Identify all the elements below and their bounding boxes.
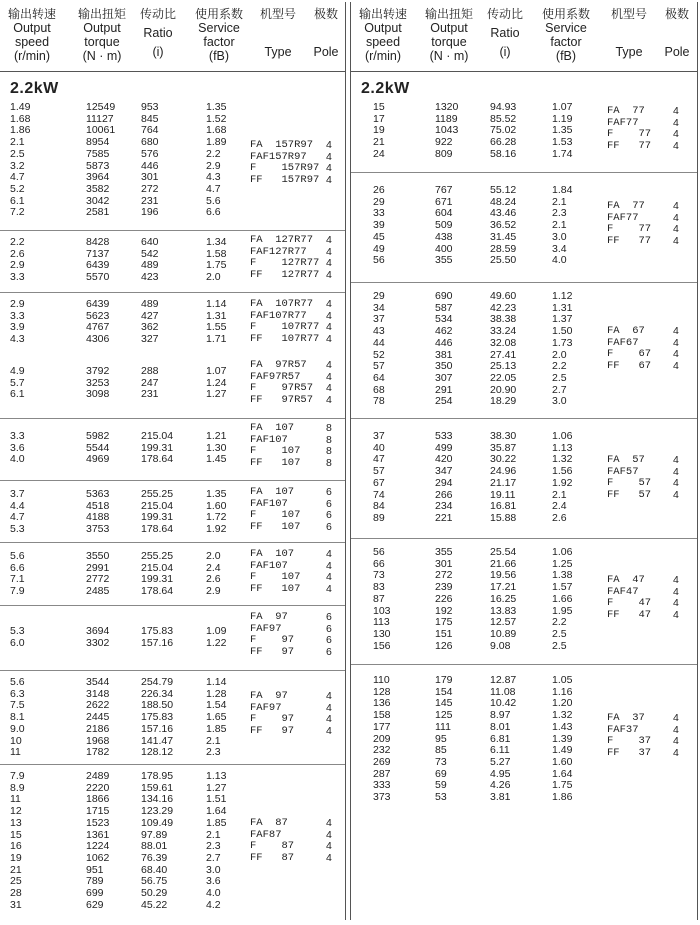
spec-group xyxy=(351,538,697,663)
torque-values: 6439 5623 4767 4306 xyxy=(86,298,110,346)
pole-header: 极数 Pole xyxy=(313,7,339,59)
speed-values: 26 29 33 39 45 49 56 xyxy=(373,184,385,267)
type-values: FA 107 FAF107 F 107 FF 107 xyxy=(250,486,301,534)
speed-values: 1.49 1.68 1.86 2.1 2.5 3.2 4.7 5.2 6.1 7.2 xyxy=(10,101,31,219)
sf-values: 1.35 1.60 1.72 1.92 xyxy=(206,488,227,536)
ratio-header: 传动比 Ratio (i) xyxy=(486,7,523,59)
ratio-values: 254.79 226.34 188.50 175.83 157.16 141.47 128.12 xyxy=(141,676,174,759)
spec-group xyxy=(0,292,345,349)
pole-values: 4 4 4 4 xyxy=(673,454,679,502)
type-values: FA 37 FAF37 F 37 FF 37 xyxy=(607,712,652,760)
ratio-values: 489 427 362 327 xyxy=(141,298,159,346)
spec-group xyxy=(0,100,345,228)
speed-values: 4.9 5.7 6.1 xyxy=(10,365,25,401)
sf-values: 1.09 1.22 xyxy=(206,625,227,649)
torque-values: 767 671 604 509 438 400 355 xyxy=(435,184,453,267)
pole-values: 4 4 4 4 xyxy=(673,200,679,248)
speed-values: 15 17 19 21 24 xyxy=(373,101,385,160)
speed-values: 29 34 37 43 44 52 57 64 68 78 xyxy=(373,290,385,408)
speed-values: 3.3 3.6 4.0 xyxy=(10,430,25,466)
pole-values: 4 4 4 4 xyxy=(326,690,332,738)
torque-values: 3544 3148 2622 2445 2186 1968 1782 xyxy=(86,676,110,759)
speed-values: 2.9 3.3 3.9 4.3 xyxy=(10,298,25,346)
type-values: FA 87 FAF87 F 87 FF 87 xyxy=(250,817,295,865)
spec-group xyxy=(0,230,345,289)
type-values: FA 127R77 FAF127R77 F 127R77 FF 127R77 xyxy=(250,234,320,282)
torque-values: 2489 2220 1866 1715 1523 1361 1224 1062 951 789 699 629 xyxy=(86,770,110,911)
torque-values: 1320 1189 1043 922 809 xyxy=(435,101,459,160)
pole-header: 极数 Pole xyxy=(664,7,690,59)
pole-values: 4 4 4 4 xyxy=(326,359,332,407)
sf-values: 1.05 1.16 1.20 1.32 1.43 1.39 1.49 1.60 1.64 1.75 1.86 xyxy=(552,674,573,804)
left-table xyxy=(0,2,346,920)
pole-values: 4 4 4 4 xyxy=(326,548,332,596)
ratio-values: 94.93 85.52 75.02 66.28 58.16 xyxy=(490,101,517,160)
pole-values: 6 6 6 6 xyxy=(326,611,332,659)
torque-values: 690 587 534 462 446 381 350 307 291 254 xyxy=(435,290,453,408)
ratio-values: 255.25 215.04 199.31 178.64 xyxy=(141,488,174,536)
ratio-values: 215.04 199.31 178.64 xyxy=(141,430,174,466)
pole-values: 4 4 4 4 xyxy=(326,234,332,282)
ratio-values: 49.60 42.23 38.38 33.24 32.08 27.41 25.13 22.05 20.90 18.29 xyxy=(490,290,517,408)
speed-values: 110 128 136 158 177 209 232 269 287 333 373 xyxy=(373,674,391,804)
torque-header: 输出扭矩 Output torque (N · m) xyxy=(77,7,126,63)
sf-values: 1.12 1.31 1.37 1.50 1.73 2.0 2.2 2.5 2.7 3.0 xyxy=(552,290,573,408)
ratio-values: 25.54 21.66 19.56 17.21 16.25 13.83 12.57 10.89 9.08 xyxy=(490,546,517,652)
torque-values: 5363 4518 4188 3753 xyxy=(86,488,110,536)
ratio-values: 12.87 11.08 10.42 8.97 8.01 6.81 6.11 5.27 4.95 4.26 3.81 xyxy=(490,674,517,804)
type-values: FA 157R97 FAF157R97 F 157R97 FF 157R97 xyxy=(250,139,320,187)
sf-values: 1.21 1.30 1.45 xyxy=(206,430,227,466)
speed-values: 5.3 6.0 xyxy=(10,625,25,649)
sf-header: 使用系数 Service factor (fB) xyxy=(541,7,590,63)
type-values: FA 97 FAF97 F 97 FF 97 xyxy=(250,690,295,738)
pole-values: 4 4 4 4 xyxy=(326,817,332,865)
speed-values: 7.9 8.9 11 12 13 15 16 19 21 25 28 31 xyxy=(10,770,25,911)
type-values: FA 97R57 FAF97R57 F 97R57 FF 97R57 xyxy=(250,359,314,407)
pole-values: 4 4 4 4 xyxy=(673,325,679,373)
sf-header: 使用系数 Service factor (fB) xyxy=(194,7,243,63)
torque-values: 355 301 272 239 226 192 175 151 126 xyxy=(435,546,453,652)
spec-group xyxy=(351,282,697,417)
sf-values: 1.06 1.13 1.32 1.56 1.92 2.1 2.4 2.6 xyxy=(552,430,573,524)
ratio-values: 640 542 489 423 xyxy=(141,236,159,284)
type-values: FA 77 FAF77 F 77 FF 77 xyxy=(607,200,652,248)
spec-group xyxy=(0,480,345,541)
torque-values: 3550 2991 2772 2485 xyxy=(86,550,110,598)
ratio-values: 55.12 48.24 43.46 36.52 31.45 28.59 25.50 xyxy=(490,184,517,267)
speed-header: 输出转速 Output speed (r/min) xyxy=(7,7,56,63)
sf-values: 1.14 1.31 1.55 1.71 xyxy=(206,298,227,346)
pole-values: 4 4 4 4 xyxy=(326,298,332,346)
right-table xyxy=(350,2,698,920)
ratio-values: 178.95 159.61 134.16 123.29 109.49 97.89 88.01 76.39 68.40 56.75 50.29 45.22 xyxy=(141,770,174,911)
type-values: FA 57 FAF57 F 57 FF 57 xyxy=(607,454,652,502)
ratio-header: 传动比 Ratio (i) xyxy=(139,7,176,59)
type-values: FA 107 FAF107 F 107 FF 107 xyxy=(250,422,301,470)
type-header: 机型号 Type xyxy=(259,7,296,59)
pole-values: 6 6 6 6 xyxy=(326,486,332,534)
torque-values: 3792 3253 3098 xyxy=(86,365,110,401)
sf-values: 1.13 1.27 1.51 1.64 1.85 2.1 2.3 2.7 3.0 3.6 4.0 4.2 xyxy=(206,770,227,911)
torque-values: 533 499 420 347 294 266 234 221 xyxy=(435,430,453,524)
type-values: FA 107 FAF107 F 107 FF 107 xyxy=(250,548,301,596)
type-header: 机型号 Type xyxy=(610,7,647,59)
sf-values: 1.84 2.1 2.3 2.1 3.0 3.4 4.0 xyxy=(552,184,573,267)
spec-group xyxy=(351,100,697,168)
sf-values: 1.07 1.19 1.35 1.53 1.74 xyxy=(552,101,573,160)
type-values: FA 77 FAF77 F 77 FF 77 xyxy=(607,105,652,153)
spec-group xyxy=(0,356,345,416)
sf-values: 1.14 1.28 1.54 1.65 1.85 2.1 2.3 xyxy=(206,676,227,759)
spec-group xyxy=(351,172,697,281)
spec-group xyxy=(0,764,345,919)
speed-values: 5.6 6.6 7.1 7.9 xyxy=(10,550,25,598)
pole-values: 4 4 4 4 xyxy=(673,712,679,760)
torque-values: 8428 7137 6439 5570 xyxy=(86,236,110,284)
spec-group xyxy=(351,418,697,537)
table-header xyxy=(0,2,345,72)
spec-group xyxy=(0,670,345,763)
ratio-values: 175.83 157.16 xyxy=(141,625,174,649)
ratio-values: 953 845 764 680 576 446 301 272 231 196 xyxy=(141,101,159,219)
ratio-values: 38.30 35.87 30.22 24.96 21.17 19.11 16.81 15.88 xyxy=(490,430,517,524)
torque-values: 12549 11127 10061 8954 7585 5873 3964 3582 3042 2581 xyxy=(86,101,116,219)
ratio-values: 255.25 215.04 199.31 178.64 xyxy=(141,550,174,598)
torque-values: 5982 5544 4969 xyxy=(86,430,110,466)
sf-values: 1.06 1.25 1.38 1.57 1.66 1.95 2.2 2.5 2.5 xyxy=(552,546,573,652)
speed-values: 3.7 4.4 4.7 5.3 xyxy=(10,488,25,536)
pole-values: 4 4 4 4 xyxy=(326,139,332,187)
speed-values: 56 66 73 83 87 103 113 130 156 xyxy=(373,546,391,652)
type-values: FA 47 FAF47 F 47 FF 47 xyxy=(607,574,652,622)
torque-header: 输出扭矩 Output torque (N · m) xyxy=(424,7,473,63)
table-header xyxy=(351,2,697,72)
speed-values: 2.2 2.6 2.9 3.3 xyxy=(10,236,25,284)
pole-values: 8 8 8 8 xyxy=(326,422,332,470)
pole-values: 4 4 4 4 xyxy=(673,574,679,622)
torque-values: 3694 3302 xyxy=(86,625,110,649)
type-values: FA 107R77 FAF107R77 F 107R77 FF 107R77 xyxy=(250,298,320,346)
sf-values: 1.07 1.24 1.27 xyxy=(206,365,227,401)
speed-values: 37 40 47 57 67 74 84 89 xyxy=(373,430,385,524)
spec-group xyxy=(0,418,345,479)
type-values: FA 97 FAF97 F 97 FF 97 xyxy=(250,611,295,659)
sf-values: 1.35 1.52 1.68 1.89 2.2 2.9 4.3 4.7 5.6 6.6 xyxy=(206,101,227,219)
speed-values: 5.6 6.3 7.5 8.1 9.0 10 11 xyxy=(10,676,25,759)
spec-group xyxy=(0,542,345,603)
spec-group xyxy=(351,664,697,919)
sf-values: 2.0 2.4 2.6 2.9 xyxy=(206,550,221,598)
speed-header: 输出转速 Output speed (r/min) xyxy=(358,7,407,63)
type-values: FA 67 FAF67 F 67 FF 67 xyxy=(607,325,652,373)
torque-values: 179 154 145 125 111 95 85 73 69 59 53 xyxy=(435,674,453,804)
ratio-values: 288 247 231 xyxy=(141,365,159,401)
power-label: 2.2kW xyxy=(10,80,59,97)
pole-values: 4 4 4 4 xyxy=(673,105,679,153)
spec-group xyxy=(0,605,345,668)
sf-values: 1.34 1.58 1.75 2.0 xyxy=(206,236,227,284)
power-label: 2.2kW xyxy=(361,80,410,97)
